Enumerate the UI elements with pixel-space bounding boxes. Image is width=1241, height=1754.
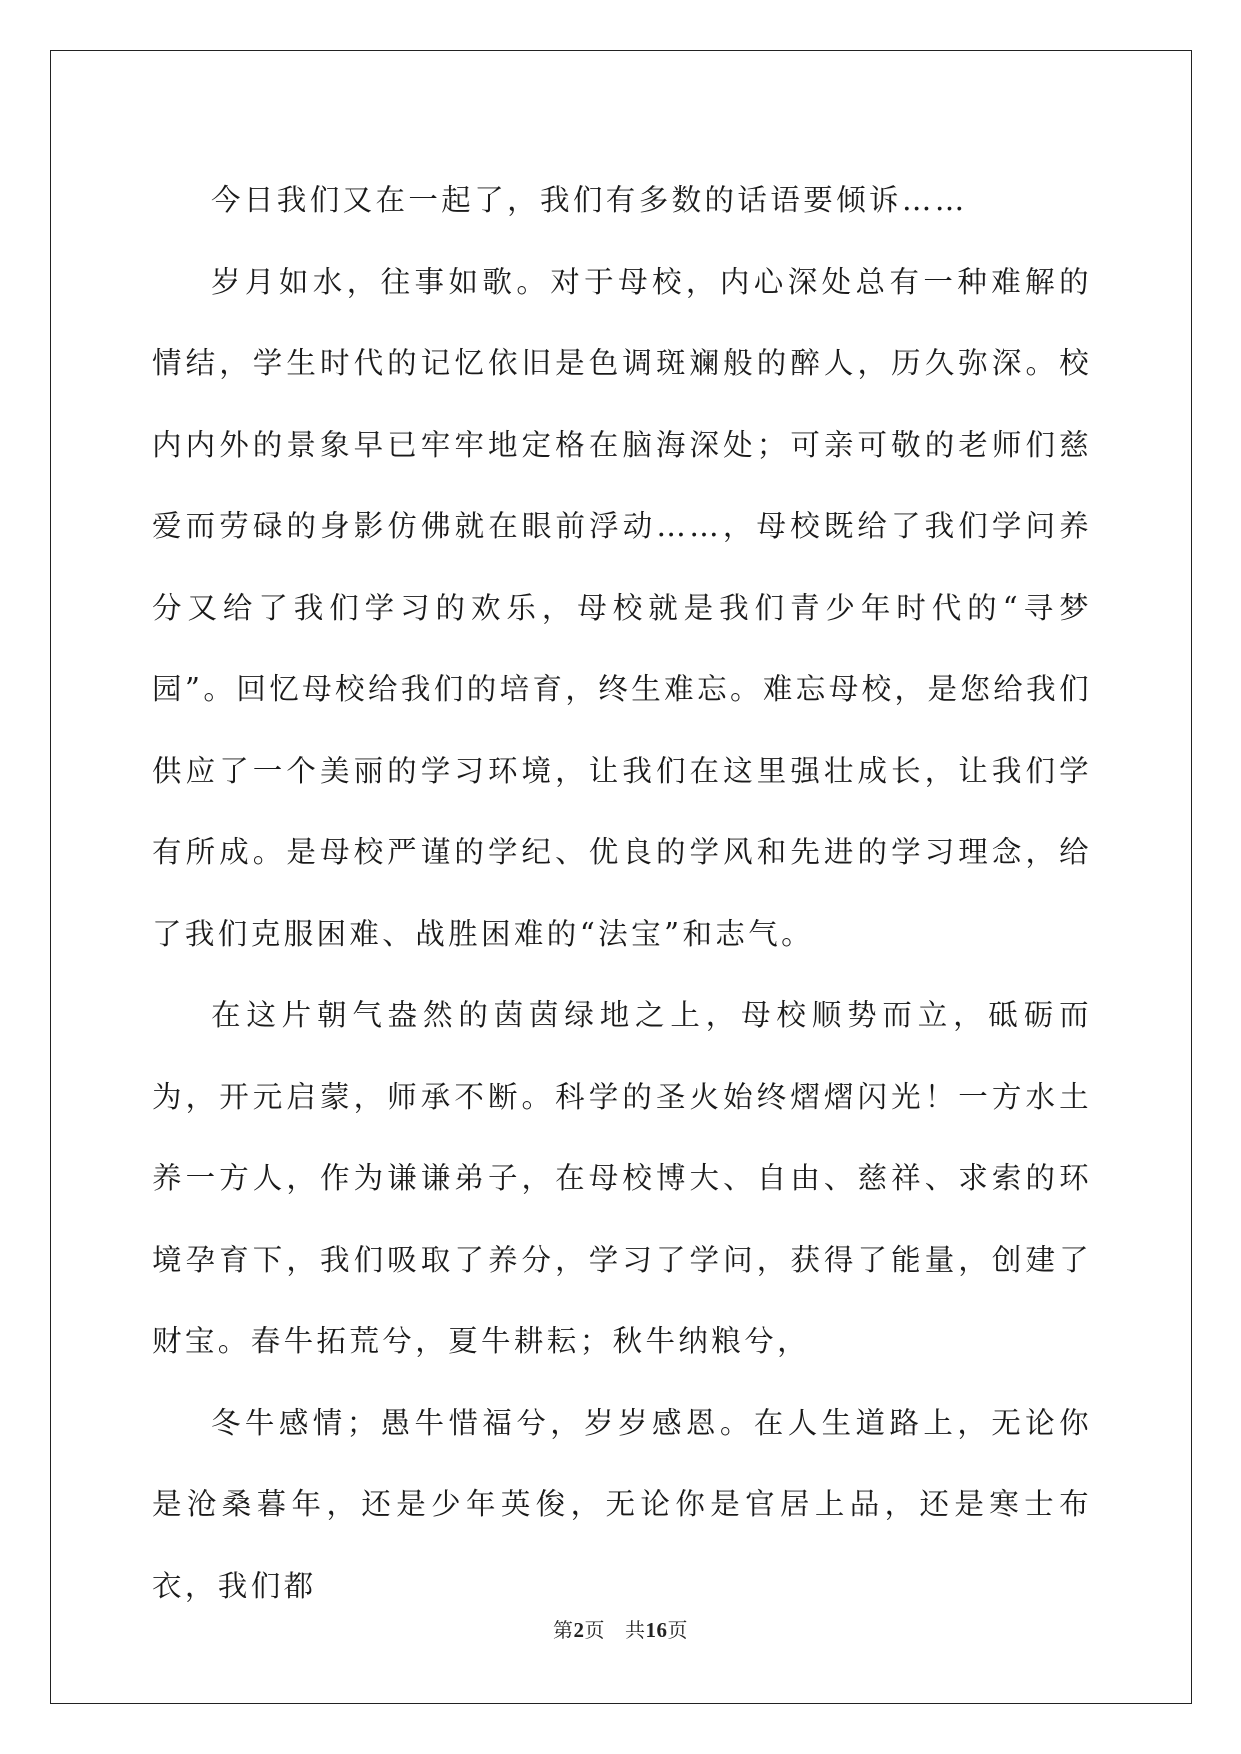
page-prefix: 第 <box>553 1618 574 1642</box>
current-page-number: 2 <box>573 1618 585 1642</box>
paragraph-3: 在这片朝气盎然的茵茵绿地之上，母校顺势而立，砥砺而为，开元启蒙，师承不断。科学的圣火始终熠熠闪光！一方水土养一方人，作为谦谦弟子，在母校博大、自由、慈祥、求索的环境孕育下，我们吸取了养分，学习了学问，获得了能量，创建了财宝。春牛拓荒兮，夏牛耕耘；秋牛纳粮兮， <box>152 998 1092 1358</box>
page-footer <box>0 1614 1241 1643</box>
total-page-count: 16 <box>645 1618 668 1642</box>
total-suffix: 页 <box>667 1618 688 1642</box>
document-body <box>152 160 1092 1627</box>
total-prefix: 共 <box>625 1618 646 1642</box>
paragraph-1: 今日我们又在一起了，我们有多数的话语要倾诉…… <box>211 183 968 217</box>
paragraph-4: 冬牛感情；愚牛惜福兮，岁岁感恩。在人生道路上，无论你是沧桑暮年，还是少年英俊，无论你是官居上品，还是寒士布衣，我们都 <box>152 1405 1092 1603</box>
paragraph-2: 岁月如水，往事如歌。对于母校，内心深处总有一种难解的情结，学生时代的记忆依旧是色调斑斓般的醉人，历久弥深。校内内外的景象早已牢牢地定格在脑海深处；可亲可敬的老师们慈爱而劳碌的身影仿佛就在眼前浮动……，母校既给了我们学问养分又给了我们学习的欢乐，母校就是我们青少年时代的“寻梦园”。回忆母校给我们的培育，终生难忘。难忘母校，是您给我们供应了一个美丽的学习环境，让我们在这里强壮成长，让我们学有所成。是母校严谨的学纪、优良的学风和先进的学习理念，给了我们克服困难、战胜困难的“法宝”和志气。 <box>152 264 1092 951</box>
page-suffix: 页 <box>584 1618 605 1642</box>
